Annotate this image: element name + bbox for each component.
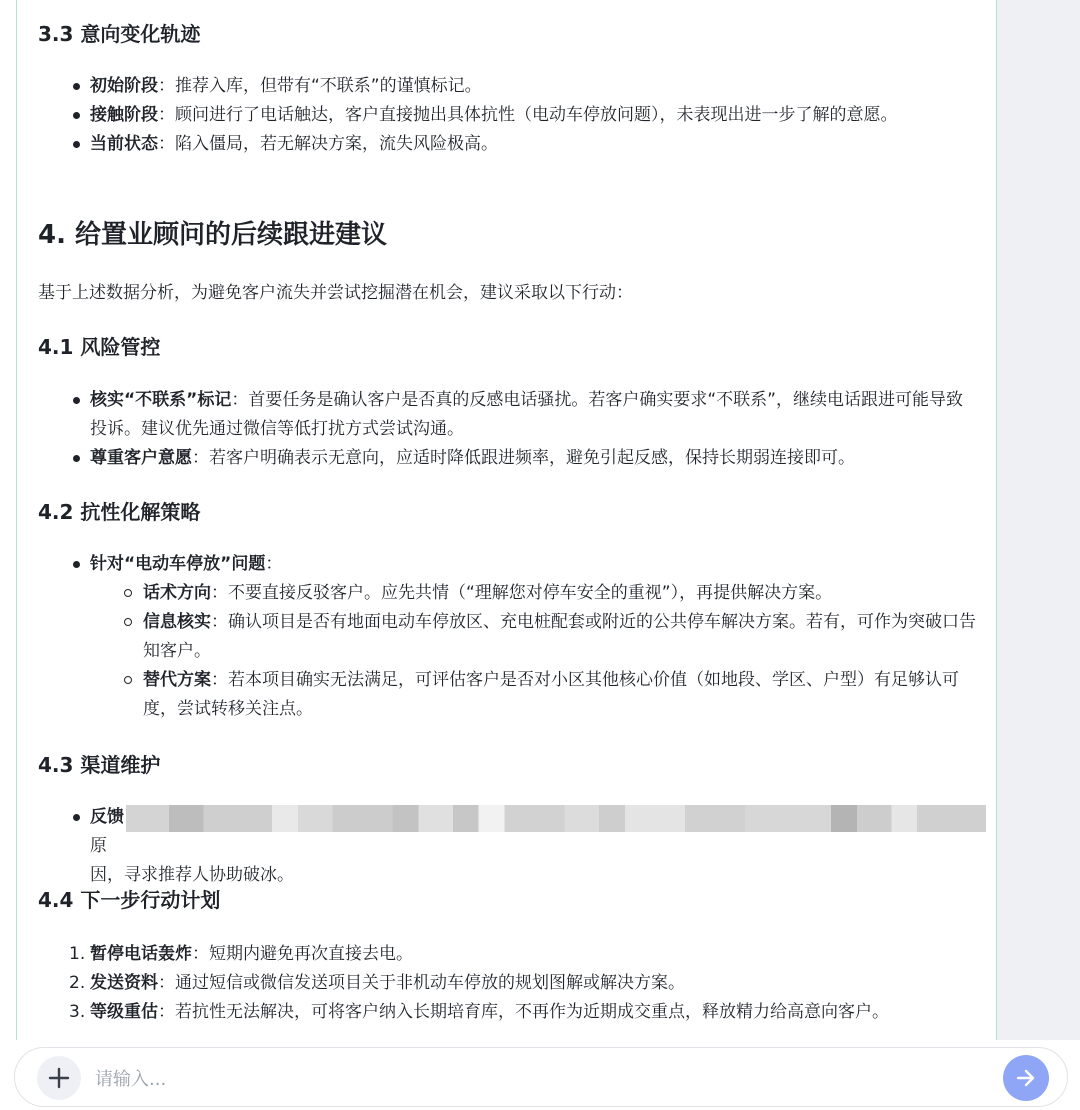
resistance-strategy-list — [38, 550, 978, 724]
send-button[interactable] — [1003, 1055, 1049, 1101]
section-heading-4-4: 4.4 下一步行动计划 — [38, 888, 221, 912]
numbered-item: 2. 发送资料：通过短信或微信发送项目关于非机动车停放的规划图解或解决方案。 — [69, 973, 685, 993]
list-item: 尊重客户意愿：若客户明确表示无意向，应适时降低跟进频率，避免引起反感，保持长期弱连接即可。 — [38, 444, 978, 473]
chat-input[interactable] — [93, 1063, 977, 1095]
card-left-border — [16, 0, 17, 1040]
list-item: 初始阶段：推荐入库，但带有“不联系”的谨慎标记。 — [38, 72, 978, 101]
risk-control-list — [38, 386, 978, 473]
add-attachment-button[interactable] — [37, 1056, 81, 1100]
intent-trajectory-list — [38, 72, 978, 159]
next-steps-list — [38, 940, 978, 1027]
section-heading-4: 4. 给置业顾问的后续跟进建议 — [38, 220, 388, 250]
redacted-text-blur — [126, 805, 986, 832]
section-heading-4-1: 4.1 风险管控 — [38, 335, 161, 359]
section-heading-4-3: 4.3 渠道维护 — [38, 753, 161, 777]
channel-maintenance-list — [38, 803, 978, 890]
list-item: 反馈 原 因，寻求推荐人协助破冰。 — [38, 803, 978, 890]
section-4-intro: 基于上述数据分析，为避免客户流失并尝试挖掘潜在机会，建议采取以下行动： — [38, 283, 633, 303]
list-item: 核实“不联系”标记：首要任务是确认客户是否真的反感电话骚扰。若客户确实要求“不联系”，继续电话跟进可能导致投诉。建议优先通过微信等低打扰方式尝试沟通。 — [38, 386, 978, 444]
sub-list-item: 信息核实：确认项目是否有地面电动车停放区、充电桩配套或附近的公共停车解决方案。若有，可作为突破口告知客户。 — [38, 608, 978, 666]
section-heading-3-3: 3.3 意向变化轨迹 — [38, 22, 201, 46]
arrow-right-icon — [1015, 1067, 1037, 1089]
list-item: 接触阶段：顾问进行了电话触达，客户直接抛出具体抗性（电动车停放问题），未表现出进一步了解的意愿。 — [38, 101, 978, 130]
list-item: 针对“电动车停放”问题： — [38, 550, 978, 579]
section-heading-4-2: 4.2 抗性化解策略 — [38, 500, 201, 524]
numbered-item: 3. 等级重估：若抗性无法解决，可将客户纳入长期培育库，不再作为近期成交重点，释放精力给高意向客户。 — [69, 1002, 889, 1022]
sub-list-item: 话术方向：不要直接反驳客户。应先共情（“理解您对停车安全的重视”），再提供解决方案。 — [38, 579, 978, 608]
chat-composer — [14, 1047, 1068, 1107]
list-item: 当前状态：陷入僵局，若无解决方案，流失风险极高。 — [38, 130, 978, 159]
plus-icon — [48, 1067, 70, 1089]
numbered-item: 1. 暂停电话轰炸：短期内避免再次直接去电。 — [69, 944, 413, 964]
right-side-panel — [997, 0, 1080, 1040]
sub-list-item: 替代方案：若本项目确实无法满足，可评估客户是否对小区其他核心价值（如地段、学区、户型）有足够认可度，尝试转移关注点。 — [38, 666, 978, 724]
